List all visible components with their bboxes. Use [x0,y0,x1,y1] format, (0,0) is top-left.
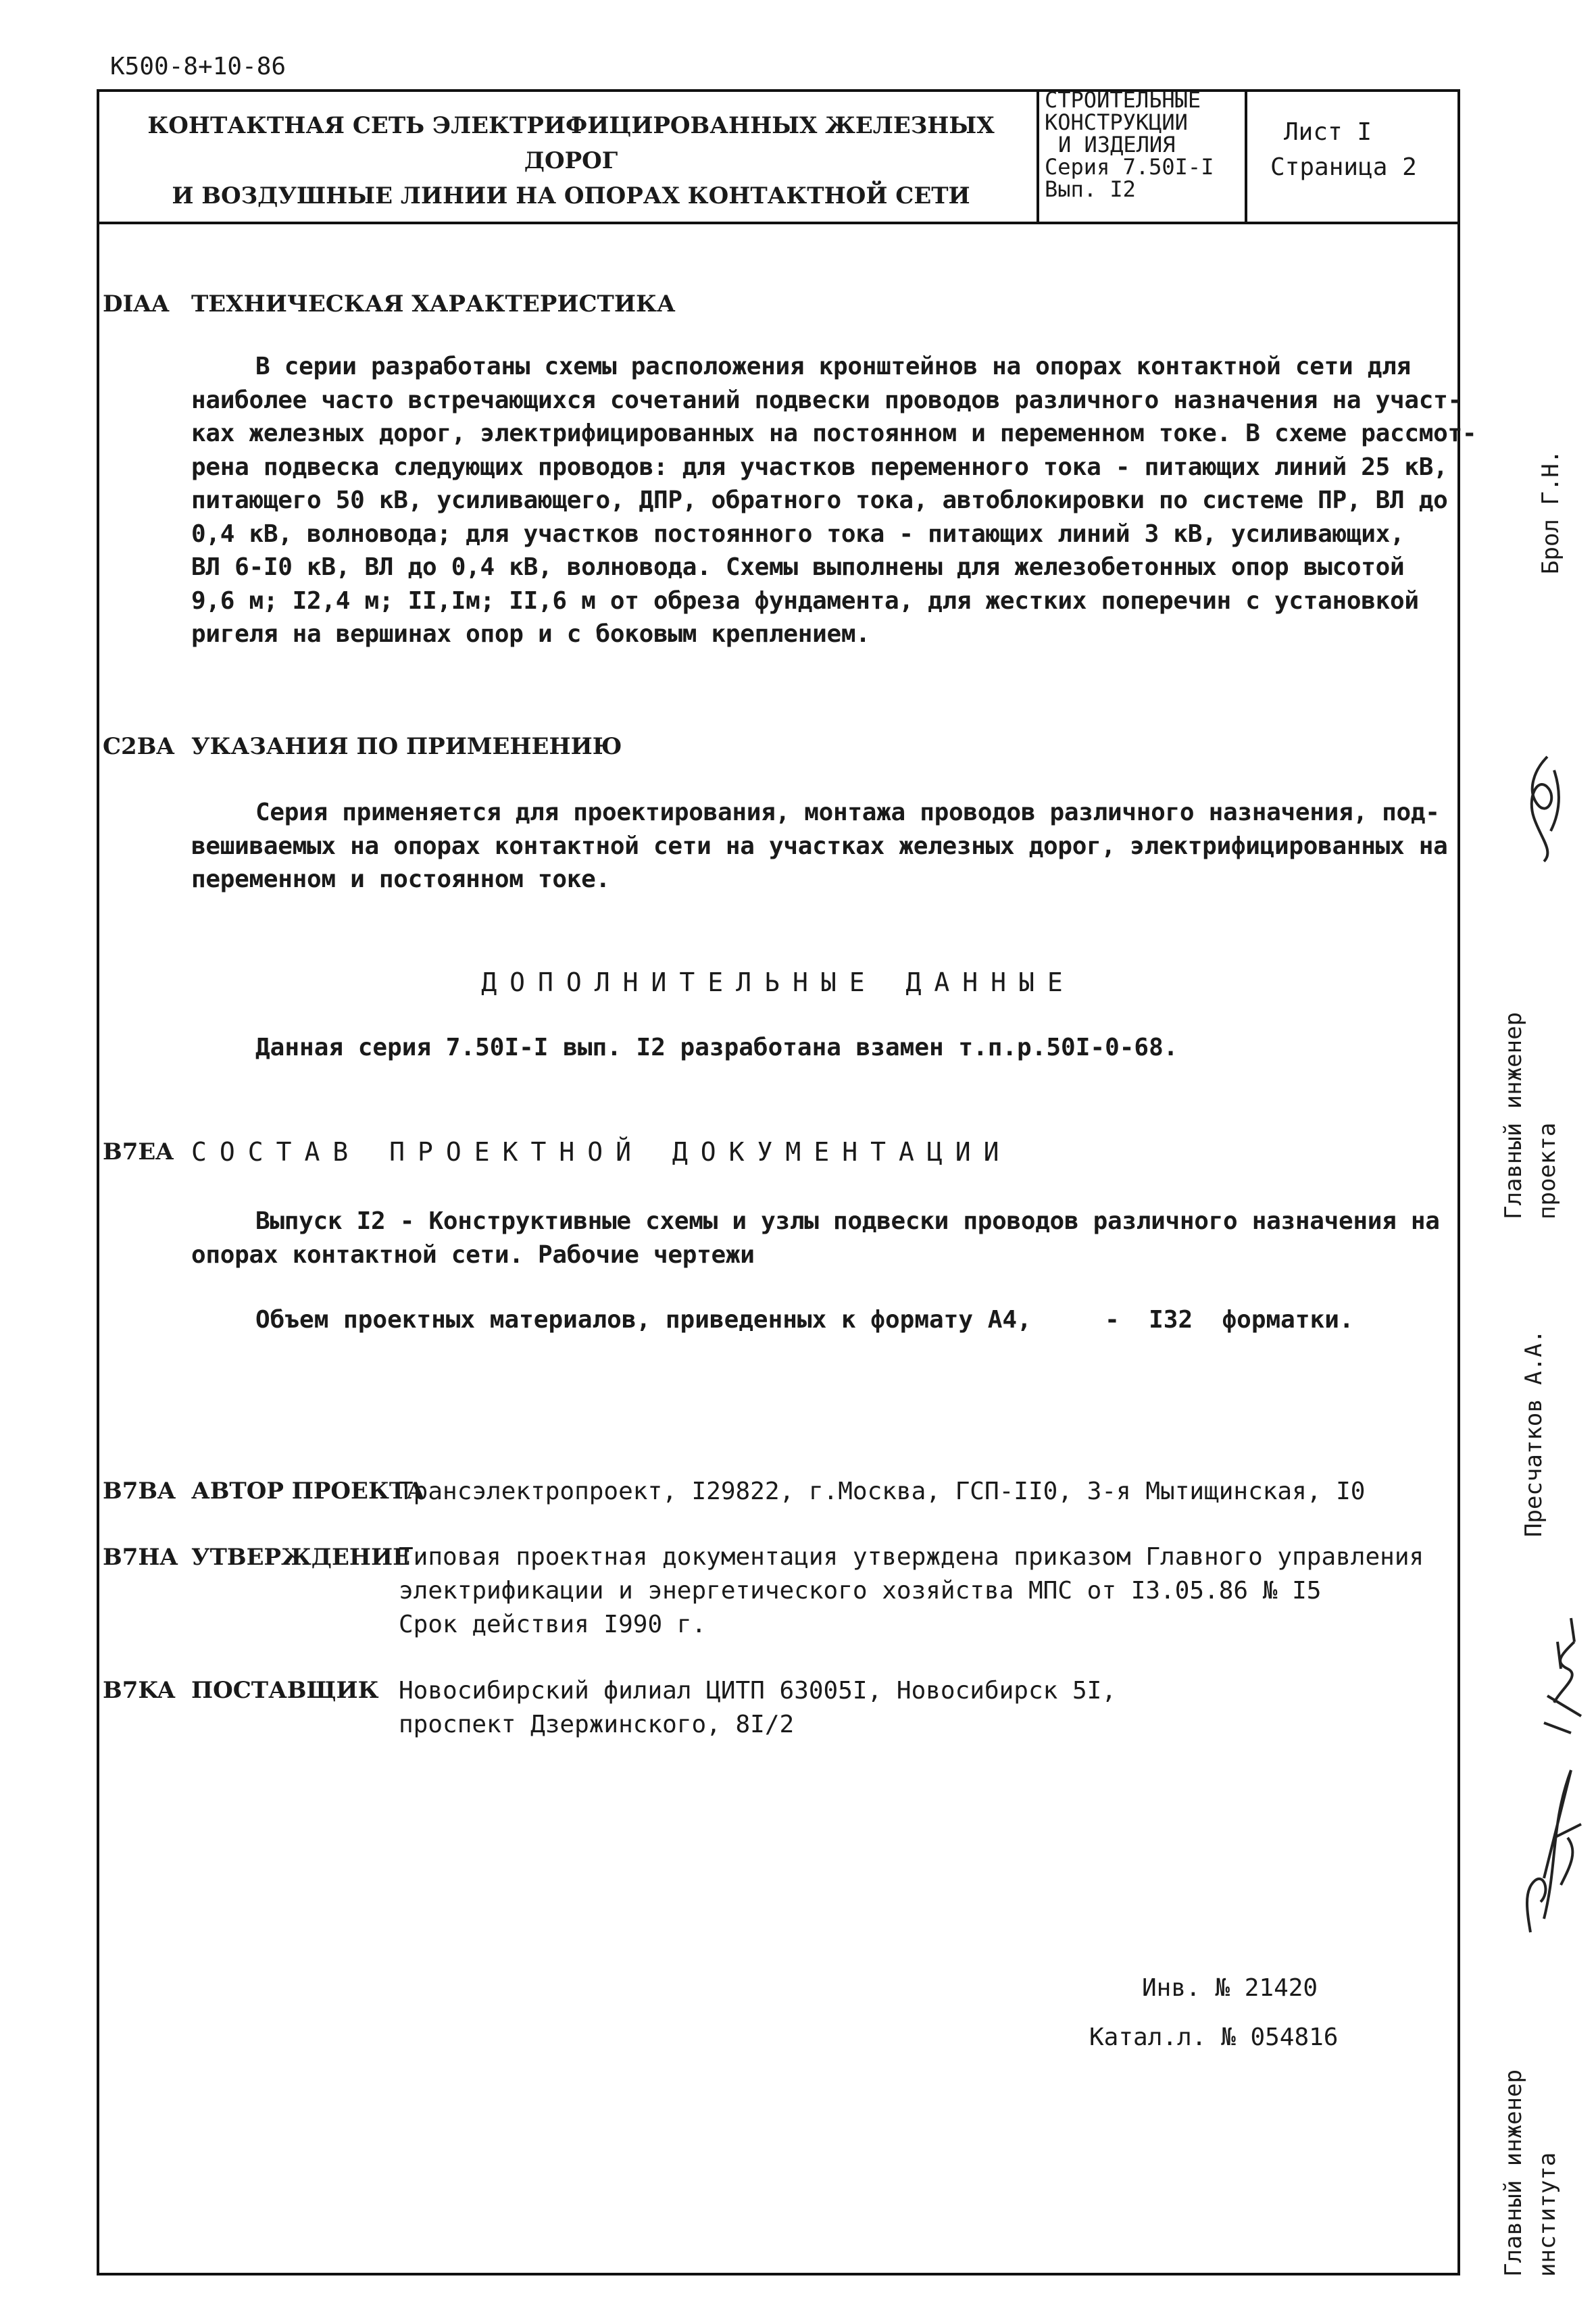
catalog-number: Катал.л. № 054816 [1089,2023,1339,2051]
approval-value: Типовая проектная документация утверждена приказом Главного управления электрификации и энергетического хозяйства МПС от I3.05.86 № I5 Срок действия I990 г. [399,1543,1424,1638]
section-title: УКАЗАНИЯ ПО ПРИМЕНЕНИЮ [191,733,622,760]
sheet-number: Лист I [1284,118,1372,146]
author-label: АВТОР ПРОЕКТА [191,1478,425,1505]
section-code: C2BA [103,733,174,760]
additional-data-heading: ДОПОЛНИТЕЛЬНЫЕ ДАННЫЕ [481,967,1076,997]
author-value: Трансэлектропроект, I29822, г.Москва, ГСП-II0, 3-я Мытищинская, I0 [399,1478,1366,1505]
usage-paragraph: Серия применяется для проектирования, монтажа проводов различного назначения, под- вешиваемых на опорах контактной сети на участках железных дорог, электрифицированных на переменном и постоянном токе. [191,799,1448,893]
signature-2 [1507,1615,1595,1743]
signature-1 [1507,750,1574,865]
side-role-2b: института [1534,2152,1561,2277]
tech-paragraph: В серии разработаны схемы расположения кронштейнов на опорах контактной сети для наиболее часто встречающихся сочетаний подвески проводов различного назначения на участ- ках железных дорог, электрифицированных на постоянном и переменном токе. В схеме рассмот- рена подвеска следующих проводов: для участков переменного тока - питающих линий 25 кВ, питающего 50 кВ, усиливающего, ДПР, обратного тока, автоблокировки по системе ПР, ВЛ до 0,4 кВ, волновода; для участков постоянного тока - питающих линий 3 кВ, усиливающих, ВЛ 6-I0 кВ, ВЛ до 0,4 кВ, волновода. Схемы выполнены для железобетонных опор высотой 9,6 м; I2,4 м; II,Iм; II,6 м от обреза фундамента, для жестких поперечин с установкой ригеля на вершинах опор и с боковым креплением. [191,353,1477,648]
additional-data-text: Данная серия 7.50I-I вып. I2 разработана взамен т.п.р.50I-0-68. [255,1034,1178,1061]
section-code: B7HA [103,1544,178,1571]
document-code: К500-8+10-86 [110,53,286,80]
section-code: B7BA [103,1478,176,1505]
page-number: Страница 2 [1270,153,1417,181]
side-role-1b: проекта [1534,1122,1561,1219]
section-title: СОСТАВ ПРОЕКТНОЙ ДОКУМЕНТАЦИИ [191,1137,1012,1167]
supplier-value: Новосибирский филиал ЦИТП 63005I, Новосибирск 5I, проспект Дзержинского, 8I/2 [399,1677,1117,1738]
approval-label: УТВЕРЖДЕНИЕ [191,1544,411,1571]
side-name-1: Брол Г.Н. [1537,449,1564,574]
sheet-info [1270,115,1453,185]
section-code: B7KA [103,1677,175,1704]
section-title: ТЕХНИЧЕСКАЯ ХАРАКТЕРИСТИКА [191,291,676,318]
series-info: СТРОИТЕЛЬНЫЕ КОНСТРУКЦИИ И ИЗДЕЛИЯ Серия 7.50I-I Вып. I2 [1045,87,1214,202]
side-name-2: Пресчатков А.А. [1520,1329,1547,1537]
volume-text: Объем проектных материалов, приведенных к формату А4, - I32 форматки. [255,1306,1354,1334]
supplier-label: ПОСТАВЩИК [191,1677,379,1704]
title-block-divider [1037,89,1039,224]
inventory-number: Инв. № 21420 [1142,1974,1318,2002]
signature-3 [1503,1757,1591,1939]
title-block-divider [1245,89,1247,224]
section-code: DIAA [103,291,170,318]
section-code: B7EA [103,1138,174,1165]
side-role-1: Главный инженер [1500,1011,1527,1219]
document-title: КОНТАКТНАЯ СЕТЬ ЭЛЕКТРИФИЦИРОВАННЫХ ЖЕЛЕЗНЫХ ДОРОГ И ВОЗДУШНЫЕ ЛИНИИ НА ОПОРАХ КОНТАКТНОЙ СЕТИ [147,112,995,209]
composition-paragraph: Выпуск I2 - Конструктивные схемы и узлы подвески проводов различного назначения на опорах контактной сети. Рабочие чертежи [191,1207,1440,1269]
side-role-2: Главный инженер [1500,2069,1527,2277]
